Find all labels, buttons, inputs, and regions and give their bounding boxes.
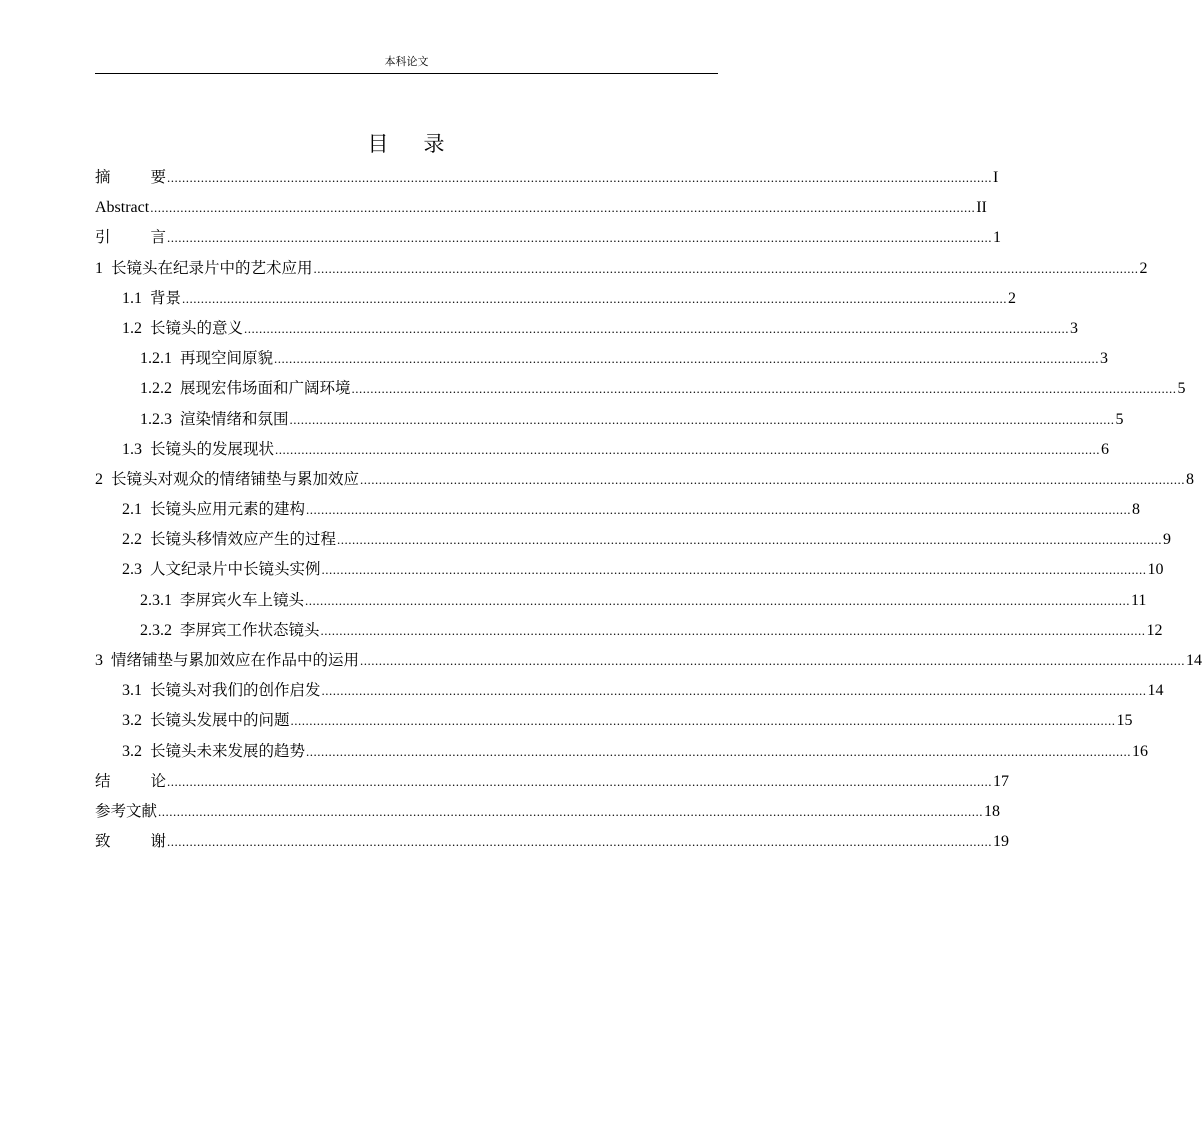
toc-entry-chapter-2[interactable]	[95, 464, 1195, 494]
toc-entry-label: 1.2 长镜头的意义	[122, 318, 244, 337]
toc-title	[95, 131, 718, 157]
toc-leader-dots: ............................................................................................................................................................................................................................	[306, 502, 1132, 518]
toc-entry-section-1-2-1[interactable]	[95, 343, 1109, 373]
toc-entry-section-1-1[interactable]	[95, 283, 1017, 313]
toc-entry-label: 2 长镜头对观众的情绪铺垫与累加效应	[95, 469, 360, 488]
toc-page-number: 19	[993, 833, 1010, 851]
toc-leader-dots: ............................................................................................................................................................................................................................	[167, 834, 993, 850]
toc-entry-label: 1.2.1 再现空间原貌	[140, 349, 274, 368]
toc-leader-dots: ............................................................................................................................................................................................................................	[360, 471, 1186, 487]
toc-title-left: 目	[367, 132, 390, 156]
toc-page-number: 1	[993, 229, 1002, 247]
toc-entry-conclusion[interactable]	[95, 766, 1010, 796]
toc-leader-dots: ............................................................................................................................................................................................................................	[321, 683, 1147, 699]
toc-page-number: I	[993, 169, 999, 186]
toc-leader-dots: ............................................................................................................................................................................................................................	[337, 532, 1163, 548]
toc-entry-label: 3 情绪铺垫与累加效应在作品中的运用	[95, 651, 360, 669]
toc-leader-dots: ............................................................................................................................................................................................................................	[290, 713, 1116, 729]
toc-leader-dots: ............................................................................................................................................................................................................................	[360, 653, 1186, 668]
toc-entry-section-2-3-2[interactable]	[95, 615, 1163, 645]
toc-page-number: 8	[1132, 501, 1141, 519]
toc-leader-dots: ............................................................................................................................................................................................................................	[351, 381, 1177, 397]
toc-leader-dots: ............................................................................................................................................................................................................................	[150, 200, 976, 216]
toc-entry-label: 2.3.1 李屏宾火车上镜头	[140, 590, 305, 609]
toc-entry-label: 致 谢	[95, 832, 167, 851]
toc-leader-dots: ............................................................................................................................................................................................................................	[274, 351, 1100, 367]
header-rule	[95, 73, 718, 74]
toc-entry-section-3-2-b[interactable]	[95, 736, 1149, 766]
toc-leader-dots: ............................................................................................................................................................................................................................	[321, 562, 1147, 578]
toc-entry-section-1-2-3[interactable]	[95, 404, 1124, 434]
toc-entry-acknowledgements[interactable]	[95, 826, 1010, 856]
toc-page-number: 5	[1115, 410, 1124, 428]
toc-entry-label: 1.2.3 渲染情绪和氛围	[140, 409, 289, 428]
toc-page-number: 17	[993, 772, 1010, 790]
toc-leader-dots: ............................................................................................................................................................................................................................	[182, 290, 1008, 306]
toc-page-number: 18	[984, 802, 1001, 820]
toc-entry-section-2-3-1[interactable]	[95, 585, 1147, 615]
toc-entry-label: 2.3.2 李屏宾工作状态镜头	[140, 620, 320, 639]
toc-page-number: 10	[1147, 561, 1164, 579]
toc-page-number: 3	[1070, 319, 1079, 337]
toc-entry-section-2-1[interactable]	[95, 494, 1141, 524]
toc-page-number: 14	[1186, 652, 1202, 669]
table-of-contents	[95, 162, 1202, 856]
toc-entry-label: 1.3 长镜头的发展现状	[122, 439, 275, 458]
toc-leader-dots: ............................................................................................................................................................................................................................	[275, 441, 1101, 457]
toc-page-number: II	[976, 199, 987, 217]
toc-leader-dots: ............................................................................................................................................................................................................................	[313, 260, 1139, 276]
page-header: 本科论文	[384, 55, 429, 68]
toc-entry-introduction[interactable]	[95, 222, 1002, 252]
toc-entry-label: 3.2 长镜头未来发展的趋势	[122, 741, 306, 760]
toc-entry-label: 2.2 长镜头移情效应产生的过程	[122, 530, 337, 549]
toc-page-number: 5	[1177, 380, 1186, 398]
toc-entry-label: 结 论	[95, 771, 167, 790]
toc-page-number: 11	[1131, 591, 1147, 609]
toc-entry-label: Abstract	[95, 199, 150, 217]
toc-entry-section-3-1[interactable]	[95, 675, 1164, 705]
toc-leader-dots: ............................................................................................................................................................................................................................	[289, 411, 1115, 427]
toc-page-number: 2	[1008, 289, 1017, 307]
toc-leader-dots: ............................................................................................................................................................................................................................	[306, 743, 1132, 759]
toc-entry-label: 参考文献	[95, 801, 158, 820]
toc-entry-references[interactable]	[95, 796, 1001, 826]
toc-entry-label: 2.3 人文纪录片中长镜头实例	[122, 560, 321, 579]
toc-leader-dots: ............................................................................................................................................................................................................................	[244, 320, 1070, 336]
toc-entry-section-2-3[interactable]	[95, 554, 1164, 584]
toc-entry-section-1-2-2[interactable]	[95, 373, 1186, 403]
toc-title-right: 录	[423, 132, 446, 156]
toc-entry-label: 1.2.2 展现宏伟场面和广阔环境	[140, 379, 351, 398]
toc-leader-dots: ............................................................................................................................................................................................................................	[167, 170, 993, 185]
toc-entry-label: 2.1 长镜头应用元素的建构	[122, 500, 306, 519]
toc-entry-label: 1.1 背景	[122, 288, 182, 307]
toc-page-number: 8	[1186, 470, 1195, 488]
toc-entry-chapter-3[interactable]	[95, 645, 1202, 675]
toc-page-number: 12	[1146, 621, 1163, 639]
toc-page-number: 9	[1163, 531, 1172, 549]
toc-page-number: 15	[1116, 712, 1133, 730]
toc-leader-dots: ............................................................................................................................................................................................................................	[167, 773, 993, 789]
toc-page-number: 16	[1132, 742, 1149, 760]
toc-page-number: 14	[1147, 682, 1164, 700]
toc-entry-label: 3.2 长镜头发展中的问题	[122, 711, 290, 730]
toc-page-number: 6	[1101, 440, 1110, 458]
toc-entry-section-1-2[interactable]	[95, 313, 1079, 343]
toc-leader-dots: ............................................................................................................................................................................................................................	[305, 592, 1131, 608]
toc-entry-abstract-en[interactable]	[95, 192, 987, 222]
toc-leader-dots: ............................................................................................................................................................................................................................	[158, 803, 984, 819]
toc-entry-section-2-2[interactable]	[95, 524, 1172, 554]
toc-entry-chapter-1[interactable]	[95, 253, 1148, 283]
toc-page-number: 3	[1100, 350, 1109, 368]
toc-entry-label: 引 言	[95, 228, 167, 247]
toc-entry-section-1-3[interactable]	[95, 434, 1110, 464]
toc-leader-dots: ............................................................................................................................................................................................................................	[167, 230, 993, 246]
toc-leader-dots: ............................................................................................................................................................................................................................	[320, 622, 1146, 638]
toc-entry-abstract-cn[interactable]	[95, 162, 999, 192]
toc-entry-label: 1 长镜头在纪录片中的艺术应用	[95, 258, 313, 277]
toc-entry-label: 3.1 长镜头对我们的创作启发	[122, 681, 321, 700]
toc-page-number: 2	[1139, 259, 1148, 277]
toc-entry-section-3-2-a[interactable]	[95, 705, 1133, 735]
toc-entry-label: 摘 要	[95, 168, 167, 186]
